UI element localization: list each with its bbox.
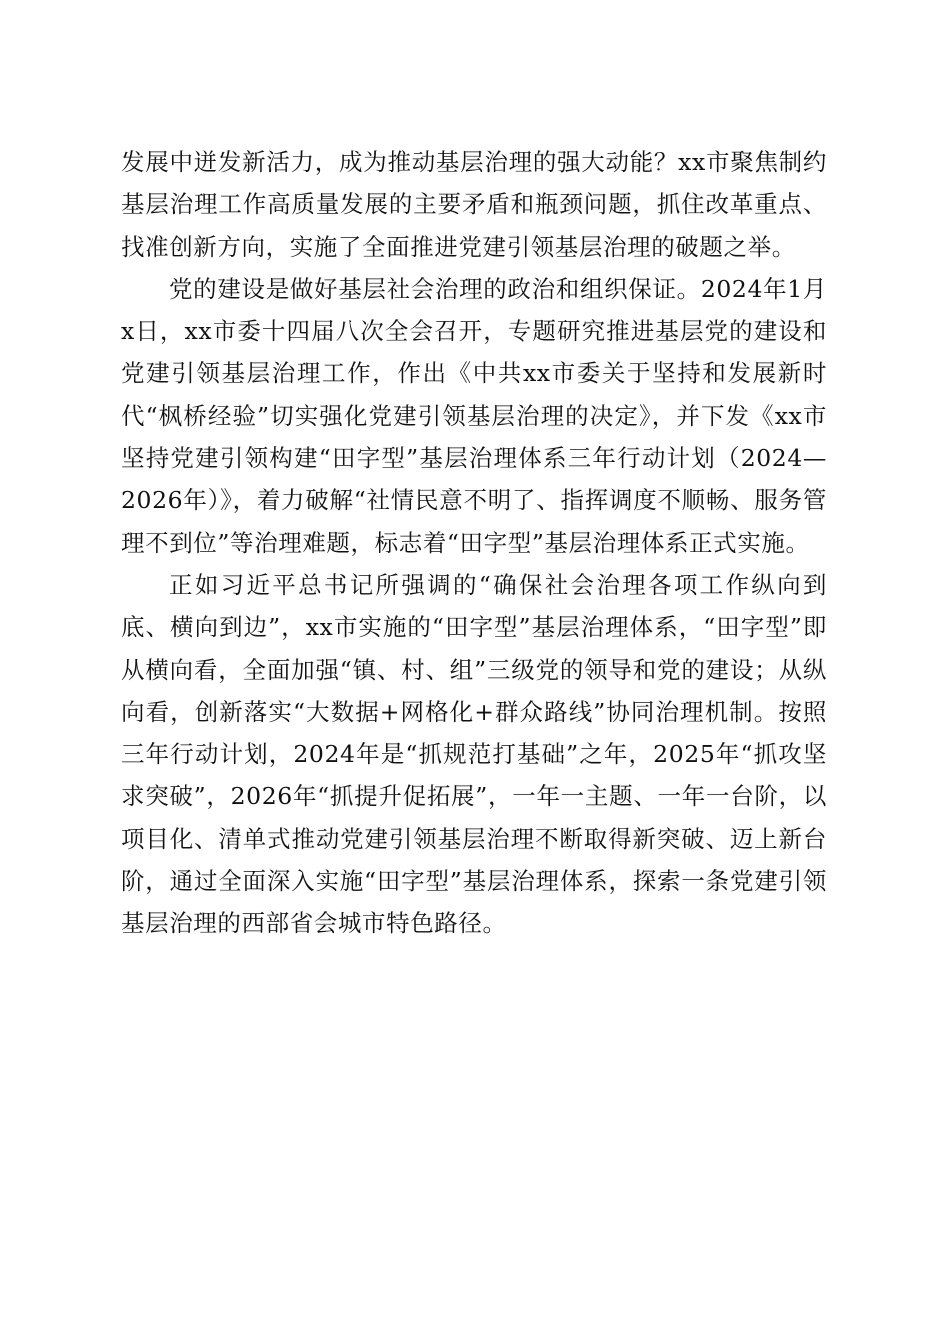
document-body bbox=[121, 141, 827, 945]
paragraph-1: 发展中迸发新活力，成为推动基层治理的强大动能？xx市聚焦制约基层治理工作高质量发展的主要矛盾和瓶颈问题，抓住改革重点、找准创新方向，实施了全面推进党建引领基层治理的破题之举。 bbox=[121, 148, 827, 261]
paragraph-2: 党的建设是做好基层社会治理的政治和组织保证。2024年1月x日，xx市委十四届八次全会召开，专题研究推进基层党的建设和党建引领基层治理工作，作出《中共xx市委关于坚持和发展新时代“枫桥经验”切实强化党建引领基层治理的决定》，并下发《xx市坚持党建引领构建“田字型”基层治理体系三年行动计划（2024—2026年）》，着力破解“社情民意不明了、指挥调度不顺畅、服务管理不到位”等治理难题，标志着“田字型”基层治理体系正式实施。 bbox=[121, 274, 827, 557]
paragraph-3: 正如习近平总书记所强调的“确保社会治理各项工作纵向到底、横向到边”，xx市实施的“田字型”基层治理体系，“田字型”即从横向看，全面加强“镇、村、组”三级党的领导和党的建设；从纵向看，创新落实“大数据+网格化+群众路线”协同治理机制。按照三年行动计划，2024年是“抓规范打基础”之年，2025年“抓攻坚求突破”，2026年“抓提升促拓展”，一年一主题、一年一台阶，以项目化、清单式推动党建引领基层治理不断取得新突破、迈上新台阶，通过全面深入实施“田字型”基层治理体系，探索一条党建引领基层治理的西部省会城市特色路径。 bbox=[121, 570, 827, 938]
